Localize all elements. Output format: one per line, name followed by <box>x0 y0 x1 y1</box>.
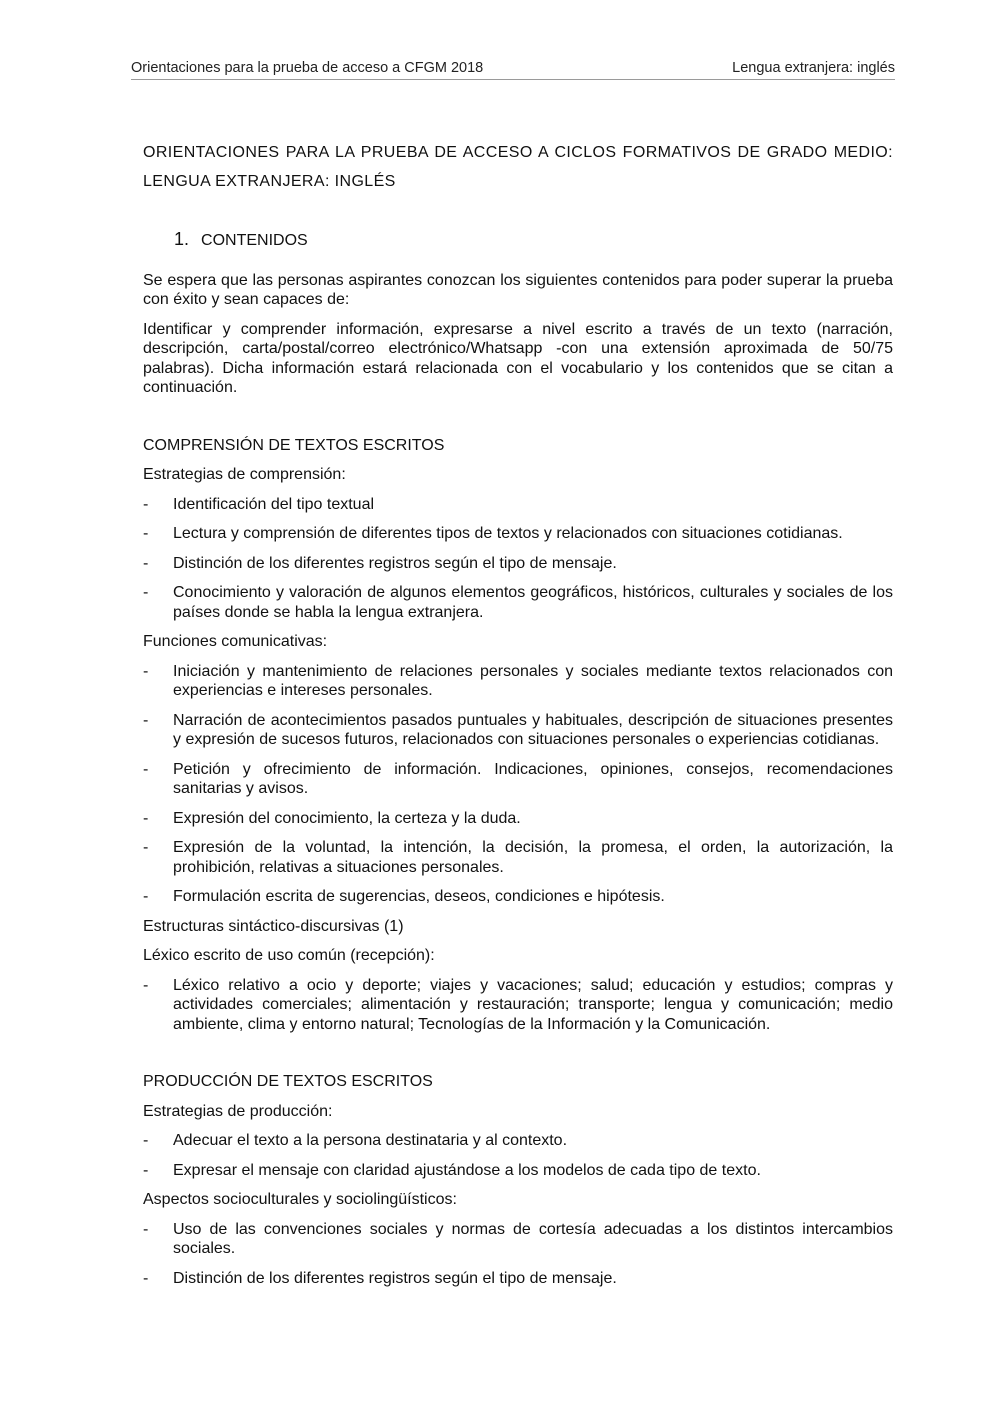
intro-paragraph-1: Se espera que las personas aspirantes conozcan los siguientes contenidos para poder superar la prueba con éxito y sean capaces de: <box>143 271 893 308</box>
funciones-list <box>143 662 893 907</box>
comprension-heading: COMPRENSIÓN DE TEXTOS ESCRITOS <box>143 436 445 454</box>
estrategias-comprension-label: Estrategias de comprensión: <box>143 466 346 483</box>
lexico-label: Léxico escrito de uso común (recepción): <box>143 947 435 964</box>
list-item-text: Iniciación y mantenimiento de relaciones personales y sociales mediante textos relacionados con experiencias e intereses personales. <box>173 662 893 699</box>
list-item-text: Narración de acontecimientos pasados puntuales y habituales, descripción de situaciones presentes y expresión de sucesos futuros, relacionados con situaciones personales o experiencias cotidianas. <box>173 711 893 748</box>
dash-bullet: - <box>143 1269 149 1287</box>
list-item <box>143 1269 893 1289</box>
intro-paragraph-2: Identificar y comprender información, expresarse a nivel escrito a través de un texto (narración, descripción, carta/postal/correo electrónico/Whatsapp -con una extensión aproximada de 50/75 palabras). Dicha información estará relacionada con el vocabulario y los contenidos que se citan a continuación. <box>143 320 893 396</box>
list-item-text: Identificación del tipo textual <box>173 495 375 513</box>
list-item <box>143 495 893 515</box>
header-right: Lengua extranjera: inglés <box>732 60 895 76</box>
estrategias-produccion-list <box>143 1131 893 1180</box>
document-title: ORIENTACIONES PARA LA PRUEBA DE ACCESO A CICLOS FORMATIVOS DE GRADO MEDIO: LENGUA EXTRANJERA: INGLÉS <box>143 144 893 190</box>
section-heading-contenidos <box>174 230 893 251</box>
dash-bullet: - <box>143 525 149 542</box>
funciones-label: Funciones comunicativas: <box>143 633 328 650</box>
list-item-text: Adecuar el texto a la persona destinataria y al contexto. <box>173 1132 568 1149</box>
aspectos-label: Aspectos socioculturales y sociolingüísticos: <box>143 1191 457 1208</box>
list-item <box>143 887 893 907</box>
list-item-text: Petición y ofrecimiento de información. Indicaciones, opiniones, consejos, recomendaciones sanitarias y avisos. <box>173 760 893 797</box>
dash-bullet: - <box>143 839 149 856</box>
list-item-text: Léxico relativo a ocio y deporte; viajes y vacaciones; salud; educación y estudios; compras y actividades comerciales; alimentación y restauración; transporte; lengua y comunicación; medio ambiente, clima y entorno natural; Tecnologías de la Información y la Comunicación. <box>173 976 893 1033</box>
aspectos-list <box>143 1220 893 1289</box>
dash-bullet: - <box>143 976 149 994</box>
dash-bullet: - <box>143 584 149 601</box>
list-item <box>143 1161 893 1181</box>
estrategias-produccion-label: Estrategias de producción: <box>143 1102 333 1120</box>
estructuras-label: Estructuras sintáctico-discursivas (1) <box>143 917 404 935</box>
page-header <box>131 60 895 80</box>
list-item <box>143 554 893 574</box>
produccion-heading: PRODUCCIÓN DE TEXTOS ESCRITOS <box>143 1073 433 1090</box>
list-item <box>143 583 893 622</box>
list-item-text: Uso de las convenciones sociales y normas de cortesía adecuadas a los distintos intercambios sociales. <box>173 1220 893 1257</box>
list-item <box>143 809 893 829</box>
list-item-text: Distinción de los diferentes registros según el tipo de mensaje. <box>173 1269 617 1287</box>
dash-bullet: - <box>143 554 149 572</box>
dash-bullet: - <box>143 662 149 680</box>
list-item <box>143 1131 893 1151</box>
list-item-text: Expresión de la voluntad, la intención, la decisión, la promesa, el orden, la autorización, la prohibición, relativas a situaciones personales. <box>173 839 893 876</box>
dash-bullet: - <box>143 1132 149 1149</box>
list-item <box>143 711 893 750</box>
dash-bullet: - <box>143 495 149 513</box>
section-number: 1. <box>174 229 190 249</box>
header-left: Orientaciones para la prueba de acceso a CFGM 2018 <box>131 60 484 76</box>
list-item <box>143 524 893 544</box>
section-title: CONTENIDOS <box>201 232 308 249</box>
document-body <box>143 138 893 1288</box>
list-item <box>143 662 893 701</box>
list-item-text: Lectura y comprensión de diferentes tipos de textos y relacionados con situaciones cotidianas. <box>173 525 843 542</box>
list-item <box>143 838 893 877</box>
dash-bullet: - <box>143 809 149 827</box>
list-item <box>143 976 893 1035</box>
comprension-block <box>143 436 893 1035</box>
dash-bullet: - <box>143 1161 149 1179</box>
list-item-text: Expresión del conocimiento, la certeza y la duda. <box>173 809 521 827</box>
list-item-text: Expresar el mensaje con claridad ajustándose a los modelos de cada tipo de texto. <box>173 1161 761 1179</box>
list-item <box>143 760 893 799</box>
produccion-block <box>143 1072 893 1288</box>
list-item-text: Distinción de los diferentes registros según el tipo de mensaje. <box>173 554 617 572</box>
dash-bullet: - <box>143 1220 149 1238</box>
dash-bullet: - <box>143 888 149 905</box>
list-item-text: Conocimiento y valoración de algunos elementos geográficos, históricos, culturales y sociales de los países donde se habla la lengua extranjera. <box>173 584 893 621</box>
list-item <box>143 1220 893 1259</box>
lexico-list <box>143 976 893 1035</box>
estrategias-comprension-list <box>143 495 893 623</box>
list-item-text: Formulación escrita de sugerencias, deseos, condiciones e hipótesis. <box>173 888 665 905</box>
dash-bullet: - <box>143 711 149 729</box>
dash-bullet: - <box>143 760 149 778</box>
